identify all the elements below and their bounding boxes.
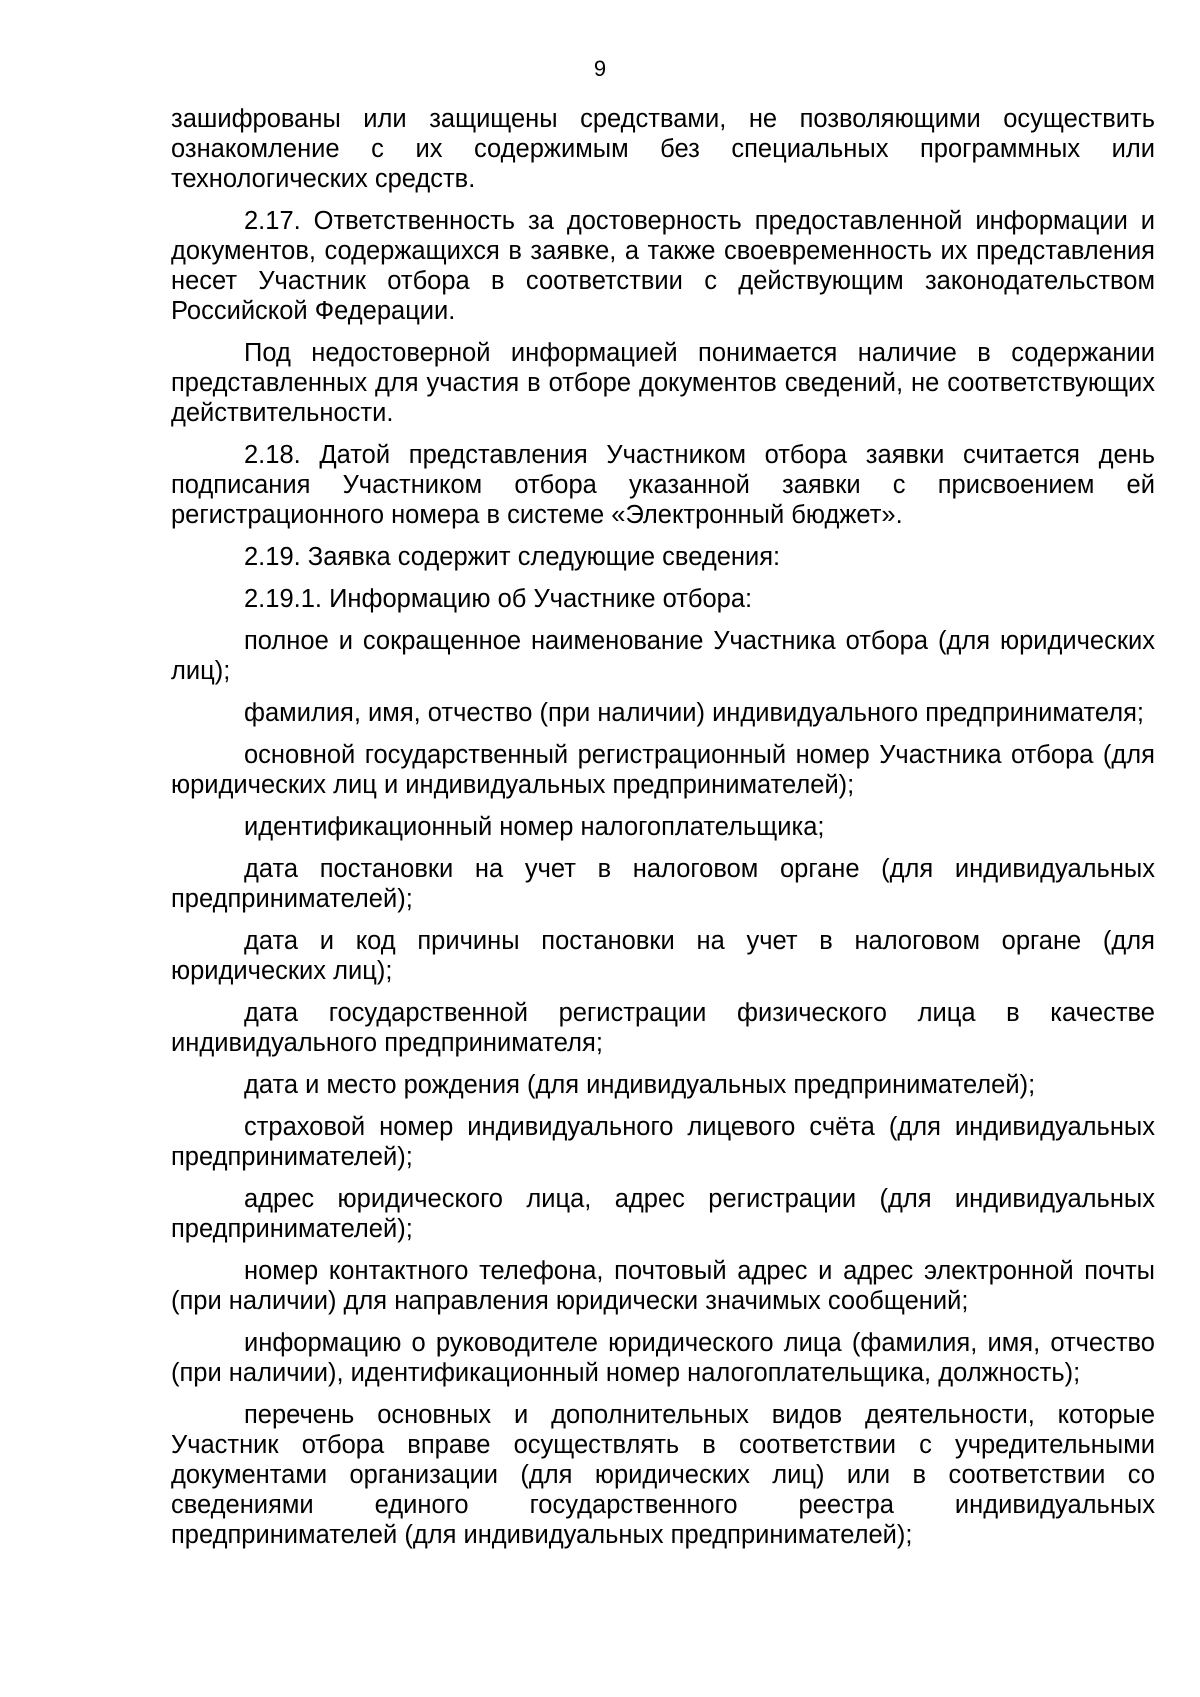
list-item-contacts: номер контактного телефона, почтовый адрес и адрес электронной почты (при наличии) для направления юридически значимых сообщений; bbox=[171, 1257, 1155, 1315]
list-item-address: адрес юридического лица, адрес регистрации (для индивидуальных предпринимателей); bbox=[171, 1185, 1155, 1243]
list-item-activities: перечень основных и дополнительных видов деятельности, которые Участник отбора вправе осуществлять в соответствии с учредительными документами организации (для юридических лиц) или в соответствии со сведениями единого государственного реестра индивидуальных предпринимателей (для индивидуальных предпринимателей); bbox=[171, 1401, 1155, 1549]
paragraph-continuation: зашифрованы или защищены средствами, не позволяющими осуществить ознакомление с их содержимым без специальных программных или технологических средств. bbox=[171, 105, 1155, 193]
page-number: 9 bbox=[593, 56, 607, 81]
paragraph-2-19: 2.19. Заявка содержит следующие сведения: bbox=[244, 543, 781, 571]
list-item-state-registration-date: дата государственной регистрации физического лица в качестве индивидуального предпринимателя; bbox=[171, 999, 1155, 1057]
paragraph-false-info: Под недостоверной информацией понимается наличие в содержании представленных для участия в отборе документов сведений, не соответствующих действительности. bbox=[171, 339, 1155, 427]
list-item-kpp: дата и код причины постановки на учет в налоговом органе (для юридических лиц); bbox=[171, 927, 1155, 985]
list-item-head-info: информацию о руководителе юридического лица (фамилия, имя, отчество (при наличии), идентификационный номер налогоплательщика, должность); bbox=[171, 1329, 1155, 1387]
list-item-tax-registration-date: дата постановки на учет в налоговом органе (для индивидуальных предпринимателей); bbox=[171, 855, 1155, 913]
list-item-inn: идентификационный номер налогоплательщика; bbox=[244, 813, 825, 841]
paragraph-2-18: 2.18. Датой представления Участником отбора заявки считается день подписания Участником отбора указанной заявки с присвоением ей регистрационного номера в системе «Электронный бюджет». bbox=[171, 441, 1155, 529]
paragraph-2-17: 2.17. Ответственность за достоверность предоставленной информации и документов, содержащихся в заявке, а также своевременность их представления несет Участник отбора в соответствии с действующим законодательством Российской Федерации. bbox=[171, 207, 1155, 325]
list-item-full-name: полное и сокращенное наименование Участника отбора (для юридических лиц); bbox=[171, 627, 1155, 685]
document-body bbox=[171, 104, 1155, 1562]
paragraph-2-19-1: 2.19.1. Информацию об Участнике отбора: bbox=[244, 585, 753, 613]
list-item-birth-date-place: дата и место рождения (для индивидуальных предпринимателей); bbox=[244, 1071, 1036, 1099]
list-item-ogrn: основной государственный регистрационный номер Участника отбора (для юридических лиц и индивидуальных предпринимателей); bbox=[171, 741, 1155, 799]
list-item-snils: страховой номер индивидуального лицевого счёта (для индивидуальных предпринимателей); bbox=[171, 1113, 1155, 1171]
list-item-entrepreneur-name: фамилия, имя, отчество (при наличии) индивидуального предпринимателя; bbox=[244, 699, 1144, 727]
